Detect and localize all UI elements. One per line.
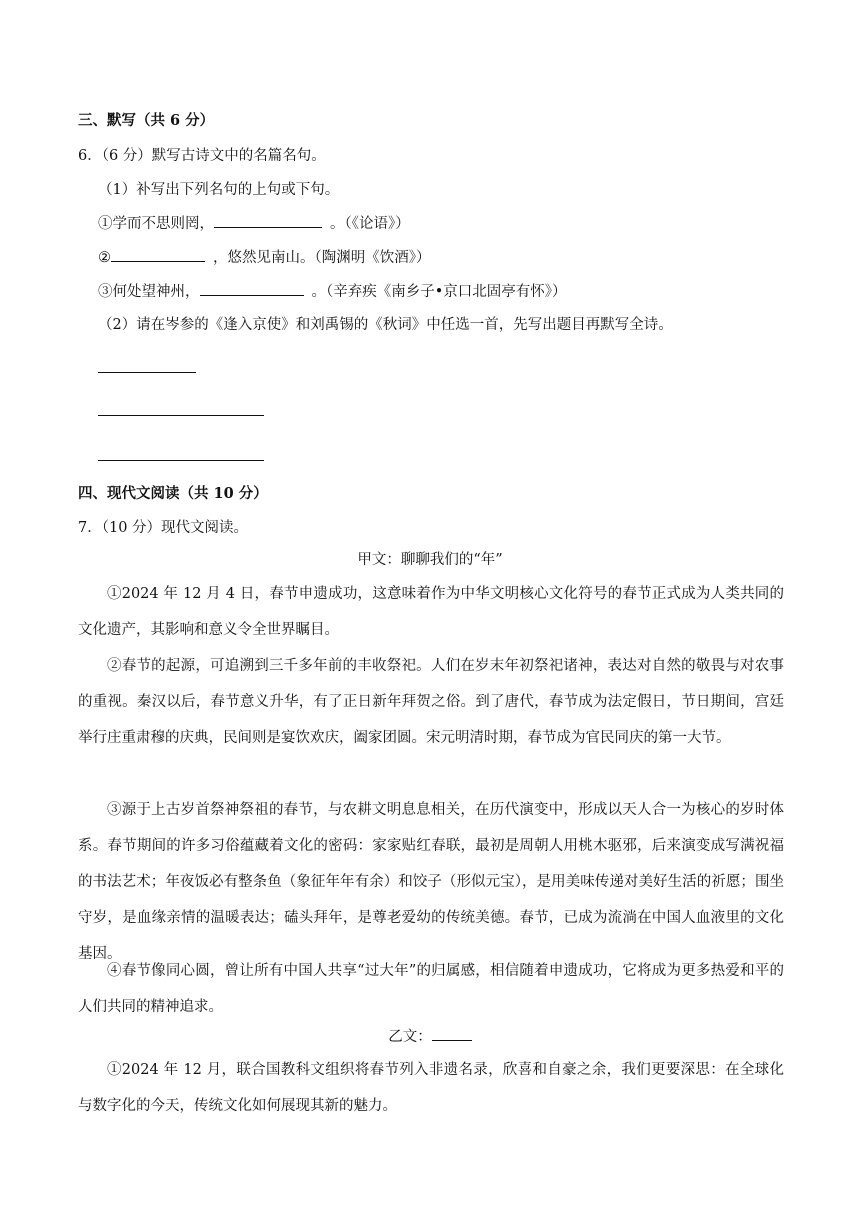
passage-a-paragraph-4: ④春节像同心圆，曾让所有中国人共享“过大年”的归属感，相信随着申遗成功，它将成为更多热爱和平的人们共同的精神追求。 [78,963,784,1015]
passage-b-title-line [0,1026,860,1047]
passage-b-title: 乙文： [388,1029,432,1045]
question-6-item3 [98,281,567,302]
item1-suffix: 。（《论语》） [330,216,410,232]
item3-suffix: 。（辛弃疾《南乡子•京口北固亭有怀》） [311,284,567,300]
question-6-stem: 6．（6 分）默写古诗文中的名篇名句。 [78,148,326,164]
fill-blank-1[interactable] [214,213,322,228]
answer-line-1[interactable] [98,372,196,373]
item2-prefix: ② [98,250,111,266]
item3-prefix: ③何处望神州， [98,284,200,300]
answer-line-2[interactable] [98,415,264,416]
passage-b-paragraph-1: ①2024 年 12 月，联合国教科文组织将春节列入非遗名录，欣喜和自豪之余，我们更要深思：在全球化与数字化的今天，传统文化如何展现其新的魅力。 [78,1062,784,1114]
passage-a-title: 甲文：聊聊我们的“年” [357,552,503,568]
fill-blank-3[interactable] [200,281,304,296]
question-6-sub1: （1）补写出下列名句的上句或下句。 [98,182,340,198]
passage-b-title-blank[interactable] [432,1026,472,1041]
item2-suffix: ，悠然见南山。（陶渊明《饮酒》） [213,250,431,266]
passage-a-paragraph-2: ②春节的起源，可追溯到三千多年前的丰收祭祀。人们在岁末年初祭祀诸神，表达对自然的敬畏与对农事的重视。秦汉以后，春节意义升华，有了正日新年拜贺之俗。到了唐代，春节成为法定假日，节日期间，宫廷举行庄重肃穆的庆典，民间则是宴饮欢庆，阖家团圆。宋元明清时期，春节成为官民同庆的第一大节。 [78,658,784,746]
passage-a-paragraph-1: ①2024 年 12 月 4 日，春节申遗成功，这意味着作为中华文明核心文化符号的春节正式成为人类共同的文化遗产，其影响和意义令全世界瞩目。 [78,586,784,638]
answer-line-3[interactable] [98,460,264,461]
section-3-heading: 三、默写（共 6 分） [78,112,215,129]
question-6-item2 [98,247,431,268]
section-4-heading: 四、现代文阅读（共 10 分） [78,485,268,502]
question-6-sub2: （2）请在岑参的《逢入京使》和刘禹锡的《秋词》中任选一首，先写出题目再默写全诗。 [98,317,673,333]
item1-prefix: ①学而不思则罔， [98,216,214,232]
question-7-stem: 7．（10 分）现代文阅读。 [78,520,249,536]
question-6-item1 [98,213,410,234]
passage-a-paragraph-3: ③源于上古岁首祭神祭祖的春节，与农耕文明息息相关，在历代演变中，形成以天人合一为核心的岁时体系。春节期间的许多习俗蕴藏着文化的密码：家家贴红春联，最初是周朝人用桃木驱邪，后来演变成写满祝福的书法艺术；年夜饭必有整条鱼（象征年年有余）和饺子（形似元宝），是用美味传递对美好生活的祈愿；围坐守岁，是血缘亲情的温暖表达；磕头拜年，是尊老爱幼的传统美德。春节，已成为流淌在中国人血液里的文化基因。 [78,802,784,962]
fill-blank-2[interactable] [111,247,205,262]
